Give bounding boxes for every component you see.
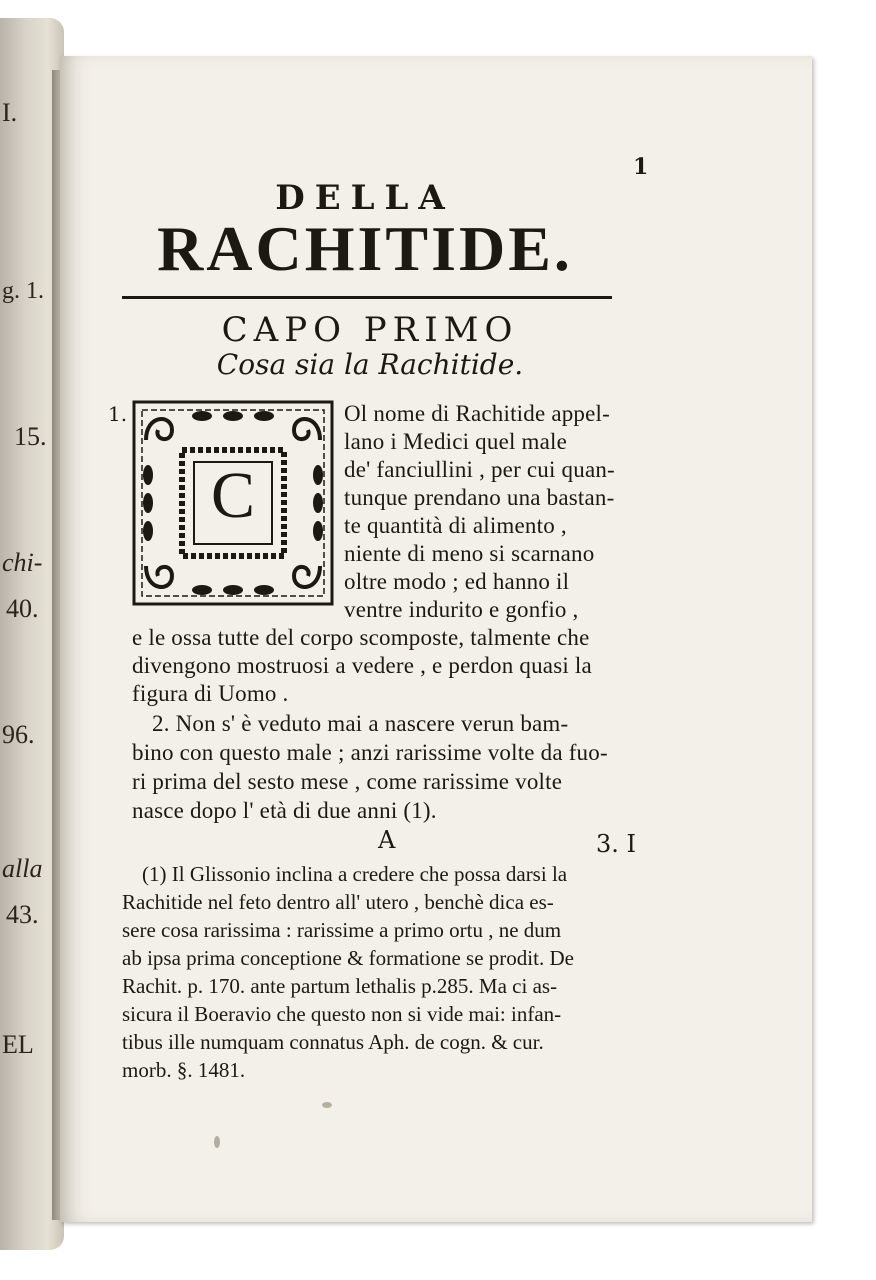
text-line: lano i Medici quel male (344, 429, 568, 454)
left-page-fragment: 40. (6, 594, 39, 623)
chapter-title: CAPO PRIMO (221, 310, 519, 350)
footnote-line: sere cosa rarissima : rarissime a primo ortu , ne dum (122, 918, 562, 942)
left-page-fragment: I. (2, 98, 18, 127)
initial-letter: C (210, 459, 256, 532)
text-line: Ol nome di Rachitide appel- (344, 401, 610, 426)
left-page-fragment: 15. (14, 422, 47, 451)
header-title: RACHITIDE. (157, 213, 573, 284)
footnote-line: Rachit. p. 170. ante partum lethalis p.285. Ma ci as- (122, 974, 558, 998)
text-line: niente di meno si scarnano (344, 541, 595, 566)
left-page-fragment: 96. (2, 720, 35, 749)
text-line: e le ossa tutte del corpo scomposte, talmente che (132, 625, 590, 650)
book-page (60, 56, 812, 1222)
left-page-fragment: 43. (6, 900, 39, 929)
text-line: oltre modo ; ed hanno il (344, 569, 570, 594)
text-line: divengono mostruosi a vedere , e perdon quasi la (132, 653, 592, 678)
text-line: figura di Uomo . (132, 681, 289, 706)
left-page-fragment: g. 1. (2, 278, 44, 304)
text-line: ventre indurito e gonfio , (344, 597, 579, 622)
section-number: 1. (108, 402, 128, 426)
left-page-fragment: alla (2, 854, 43, 883)
chapter-subtitle: Cosa sia la Rachitide. (216, 348, 524, 381)
footnote-line: sicura il Boeravio che questo non si vide mai: infan- (122, 1002, 562, 1026)
ink-spot (322, 1102, 332, 1108)
footnote-line: ab ipsa prima conceptione & formatione se prodit. De (122, 946, 574, 970)
left-page-fragment: chi- (2, 548, 43, 577)
footnote-line: morb. §. 1481. (122, 1058, 246, 1082)
footnote-line: tibus ille numquam connatus Aph. de cogn. & cur. (122, 1030, 544, 1054)
left-page-fragment: EL (2, 1030, 34, 1059)
ornamental-initial (132, 400, 334, 606)
ink-spot (214, 1136, 220, 1148)
text-line: nasce dopo l' età di due anni (1). (132, 798, 437, 823)
text-line: de' fanciullini , per cui quan- (344, 457, 615, 482)
header-della: DELLA (275, 178, 455, 218)
page-number: 1 (633, 154, 649, 180)
footnote-line: (1) Il Glissonio inclina a credere che possa darsi la (142, 862, 568, 886)
text-line: tunque prendano una bastan- (344, 485, 615, 510)
catchword: 3. I (596, 830, 637, 858)
signature-mark: A (378, 826, 396, 854)
text-line: te quantità di alimento , (344, 513, 567, 538)
footnote-line: Rachitide nel feto dentro all' utero , benchè dica es- (122, 890, 554, 914)
text-line: 2. Non s' è veduto mai a nascere verun bam- (152, 711, 569, 736)
text-line: bino con questo male ; anzi rarissime volte da fuo- (132, 740, 608, 765)
title-rule (122, 296, 612, 299)
text-line: ri prima del sesto mese , come rarissime volte (132, 769, 563, 794)
